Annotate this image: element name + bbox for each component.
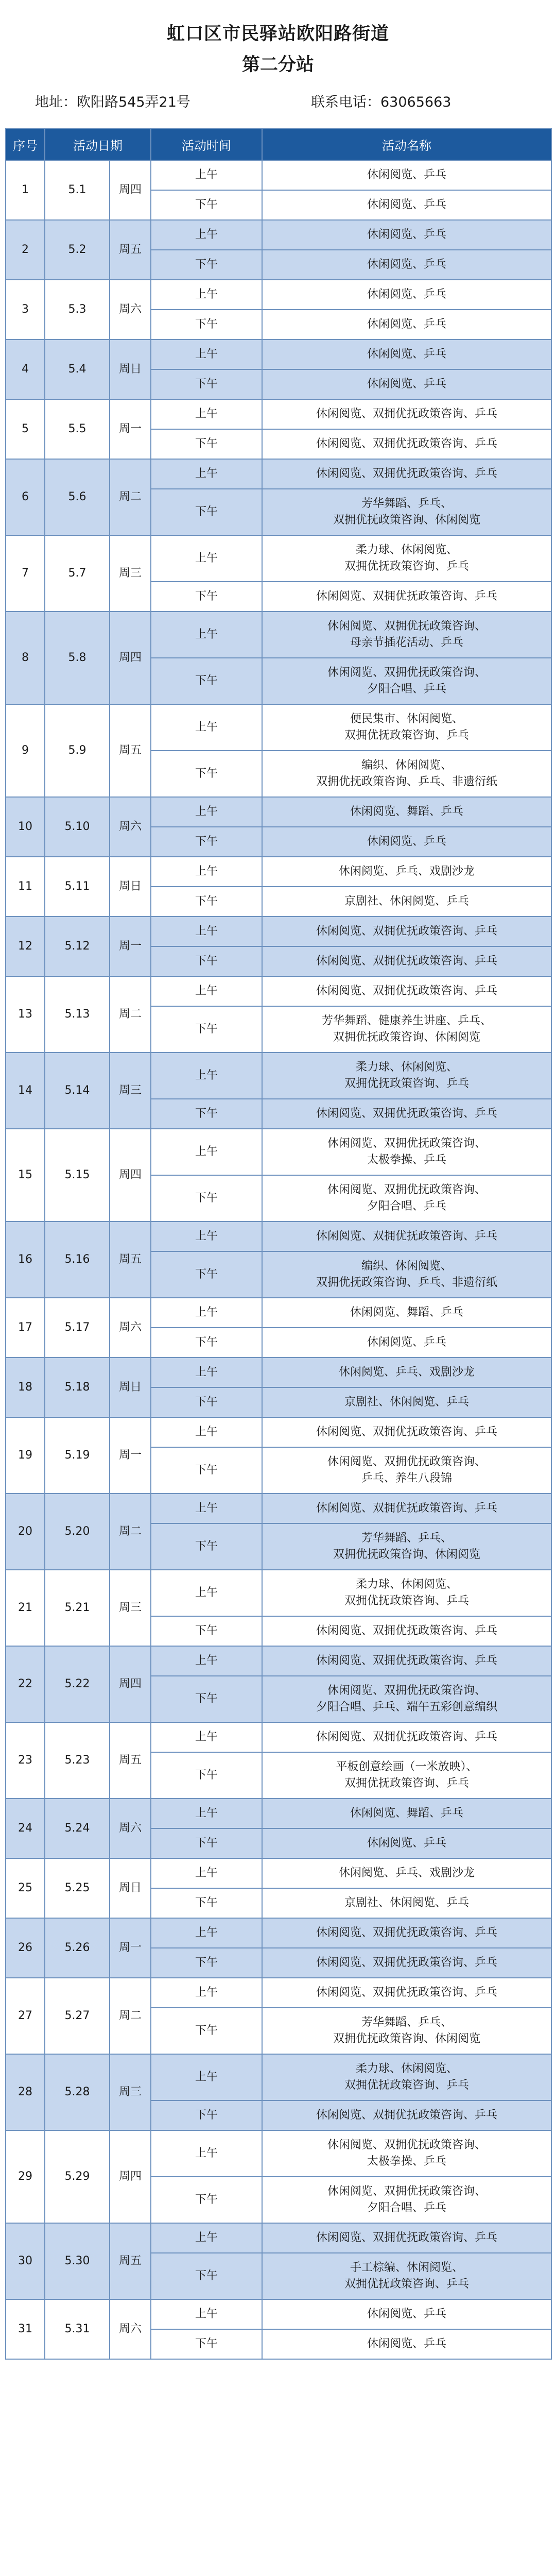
activity-am: 休闲阅览、乒乓	[262, 340, 551, 369]
activity-am: 休闲阅览、乒乓	[262, 160, 551, 190]
table-row	[6, 2130, 551, 2177]
row-number: 1	[6, 160, 45, 220]
activity-am: 休闲阅览、双拥优抚政策咨询、 太极拳操、乒乓	[262, 1129, 551, 1175]
time-slot-am: 上午	[151, 1053, 262, 1099]
activity-pm: 休闲阅览、乒乓	[262, 369, 551, 399]
table-row	[6, 2054, 551, 2100]
row-weekday: 周一	[110, 1918, 151, 1978]
row-number: 2	[6, 220, 45, 280]
time-slot-am: 上午	[151, 1129, 262, 1175]
row-weekday: 周四	[110, 612, 151, 704]
time-slot-am: 上午	[151, 704, 262, 751]
row-date: 5.5	[45, 399, 110, 459]
time-slot-pm: 下午	[151, 887, 262, 917]
time-slot-am: 上午	[151, 1918, 262, 1948]
table-row	[6, 704, 551, 751]
activity-pm: 京剧社、休闲阅览、乒乓	[262, 887, 551, 917]
row-number: 30	[6, 2223, 45, 2299]
time-slot-am: 上午	[151, 2130, 262, 2177]
row-weekday: 周五	[110, 704, 151, 797]
table-row	[6, 1570, 551, 1616]
row-weekday: 周二	[110, 459, 151, 535]
row-weekday: 周三	[110, 2054, 151, 2130]
row-date: 5.24	[45, 1799, 110, 1858]
row-number: 3	[6, 280, 45, 340]
row-weekday: 周五	[110, 2223, 151, 2299]
table-row	[6, 1858, 551, 1888]
time-slot-pm: 下午	[151, 2177, 262, 2223]
activity-am: 休闲阅览、乒乓、戏剧沙龙	[262, 1358, 551, 1387]
activity-pm: 平板创意绘画（一米放映）、 双拥优抚政策咨询、乒乓	[262, 1752, 551, 1799]
row-number: 18	[6, 1358, 45, 1417]
row-date: 5.3	[45, 280, 110, 340]
activity-pm: 休闲阅览、双拥优抚政策咨询、乒乓	[262, 1948, 551, 1978]
row-date: 5.11	[45, 857, 110, 917]
table-row	[6, 976, 551, 1006]
row-date: 5.7	[45, 535, 110, 612]
time-slot-pm: 下午	[151, 1523, 262, 1570]
row-date: 5.26	[45, 1918, 110, 1978]
row-date: 5.29	[45, 2130, 110, 2223]
activity-pm: 休闲阅览、双拥优抚政策咨询、 夕阳合唱、乒乓	[262, 2177, 551, 2223]
row-number: 13	[6, 976, 45, 1053]
row-weekday: 周六	[110, 1799, 151, 1858]
row-weekday: 周三	[110, 535, 151, 612]
activity-pm: 芳华舞蹈、乒乓、 双拥优抚政策咨询、休闲阅览	[262, 489, 551, 535]
time-slot-am: 上午	[151, 2223, 262, 2253]
time-slot-am: 上午	[151, 399, 262, 429]
activity-am: 休闲阅览、双拥优抚政策咨询、乒乓	[262, 1417, 551, 1447]
row-number: 15	[6, 1129, 45, 1222]
table-row	[6, 2223, 551, 2253]
time-slot-am: 上午	[151, 2299, 262, 2329]
row-date: 5.9	[45, 704, 110, 797]
time-slot-am: 上午	[151, 1799, 262, 1828]
time-slot-pm: 下午	[151, 751, 262, 797]
row-date: 5.4	[45, 340, 110, 399]
time-slot-pm: 下午	[151, 946, 262, 976]
row-date: 5.21	[45, 1570, 110, 1646]
activity-pm: 休闲阅览、双拥优抚政策咨询、乒乓	[262, 946, 551, 976]
row-number: 16	[6, 1222, 45, 1298]
table-row	[6, 612, 551, 658]
row-date: 5.20	[45, 1494, 110, 1570]
activity-am: 便民集市、休闲阅览、 双拥优抚政策咨询、乒乓	[262, 704, 551, 751]
page-title: 虹口区市民驿站欧阳路街道	[166, 24, 389, 44]
time-slot-am: 上午	[151, 797, 262, 827]
row-number: 24	[6, 1799, 45, 1858]
activity-pm: 芳华舞蹈、乒乓、 双拥优抚政策咨询、休闲阅览	[262, 1523, 551, 1570]
time-slot-pm: 下午	[151, 190, 262, 220]
time-slot-am: 上午	[151, 340, 262, 369]
col-header-activity: 活动名称	[262, 128, 551, 160]
activity-am: 休闲阅览、双拥优抚政策咨询、乒乓	[262, 1722, 551, 1752]
activity-pm: 编织、休闲阅览、 双拥优抚政策咨询、乒乓、非遗衍纸	[262, 1251, 551, 1298]
row-date: 5.28	[45, 2054, 110, 2130]
activity-pm: 休闲阅览、乒乓	[262, 310, 551, 340]
time-slot-am: 上午	[151, 1222, 262, 1251]
row-date: 5.22	[45, 1646, 110, 1722]
activity-am: 休闲阅览、双拥优抚政策咨询、乒乓	[262, 917, 551, 946]
row-number: 12	[6, 917, 45, 976]
row-date: 5.1	[45, 160, 110, 220]
activity-pm: 休闲阅览、双拥优抚政策咨询、 夕阳合唱、乒乓、端午五彩创意编织	[262, 1676, 551, 1722]
time-slot-am: 上午	[151, 160, 262, 190]
table-row	[6, 1129, 551, 1175]
activity-pm: 休闲阅览、乒乓	[262, 1828, 551, 1858]
activity-pm: 休闲阅览、双拥优抚政策咨询、乒乓	[262, 1099, 551, 1129]
table-row	[6, 917, 551, 946]
row-number: 17	[6, 1298, 45, 1358]
time-slot-pm: 下午	[151, 250, 262, 280]
activity-pm: 休闲阅览、双拥优抚政策咨询、 夕阳合唱、乒乓	[262, 1175, 551, 1222]
activity-am: 休闲阅览、乒乓、戏剧沙龙	[262, 1858, 551, 1888]
time-slot-pm: 下午	[151, 1251, 262, 1298]
activity-pm: 芳华舞蹈、乒乓、 双拥优抚政策咨询、休闲阅览	[262, 2008, 551, 2054]
row-weekday: 周二	[110, 1978, 151, 2054]
row-number: 4	[6, 340, 45, 399]
row-number: 20	[6, 1494, 45, 1570]
row-date: 5.31	[45, 2299, 110, 2359]
row-date: 5.16	[45, 1222, 110, 1298]
activity-am: 柔力球、休闲阅览、 双拥优抚政策咨询、乒乓	[262, 535, 551, 582]
row-weekday: 周四	[110, 1646, 151, 1722]
table-row	[6, 160, 551, 190]
row-weekday: 周六	[110, 280, 151, 340]
row-weekday: 周六	[110, 1298, 151, 1358]
row-weekday: 周四	[110, 160, 151, 220]
table-row	[6, 459, 551, 489]
activity-pm: 休闲阅览、乒乓	[262, 827, 551, 857]
row-weekday: 周六	[110, 2299, 151, 2359]
row-number: 28	[6, 2054, 45, 2130]
time-slot-am: 上午	[151, 1646, 262, 1676]
row-weekday: 周三	[110, 1570, 151, 1646]
activity-pm: 休闲阅览、双拥优抚政策咨询、乒乓	[262, 1616, 551, 1646]
table-row	[6, 1918, 551, 1948]
col-header-time: 活动时间	[151, 128, 262, 160]
time-slot-pm: 下午	[151, 1387, 262, 1417]
time-slot-pm: 下午	[151, 658, 262, 704]
activity-pm: 休闲阅览、乒乓	[262, 1328, 551, 1358]
table-row	[6, 1053, 551, 1099]
time-slot-pm: 下午	[151, 1888, 262, 1918]
activity-pm: 休闲阅览、乒乓	[262, 2329, 551, 2359]
time-slot-pm: 下午	[151, 1828, 262, 1858]
row-number: 10	[6, 797, 45, 857]
row-date: 5.19	[45, 1417, 110, 1494]
row-number: 7	[6, 535, 45, 612]
time-slot-am: 上午	[151, 1570, 262, 1616]
time-slot-am: 上午	[151, 280, 262, 310]
time-slot-pm: 下午	[151, 1006, 262, 1053]
table-row	[6, 2299, 551, 2329]
row-date: 5.30	[45, 2223, 110, 2299]
row-date: 5.18	[45, 1358, 110, 1417]
activity-am: 休闲阅览、双拥优抚政策咨询、乒乓	[262, 1978, 551, 2008]
time-slot-pm: 下午	[151, 1752, 262, 1799]
activity-pm: 京剧社、休闲阅览、乒乓	[262, 1888, 551, 1918]
time-slot-pm: 下午	[151, 582, 262, 612]
time-slot-pm: 下午	[151, 1447, 262, 1494]
row-number: 31	[6, 2299, 45, 2359]
activity-am: 休闲阅览、双拥优抚政策咨询、乒乓	[262, 1222, 551, 1251]
time-slot-pm: 下午	[151, 310, 262, 340]
row-number: 9	[6, 704, 45, 797]
row-weekday: 周日	[110, 1358, 151, 1417]
table-row	[6, 1646, 551, 1676]
table-row	[6, 1978, 551, 2008]
row-weekday: 周一	[110, 399, 151, 459]
activity-am: 休闲阅览、舞蹈、乒乓	[262, 797, 551, 827]
time-slot-am: 上午	[151, 976, 262, 1006]
activity-am: 休闲阅览、双拥优抚政策咨询、 太极拳操、乒乓	[262, 2130, 551, 2177]
row-weekday: 周四	[110, 1129, 151, 1222]
time-slot-pm: 下午	[151, 2008, 262, 2054]
row-date: 5.17	[45, 1298, 110, 1358]
row-date: 5.2	[45, 220, 110, 280]
row-weekday: 周日	[110, 340, 151, 399]
table-row	[6, 535, 551, 582]
activity-am: 休闲阅览、双拥优抚政策咨询、乒乓	[262, 1494, 551, 1523]
activity-am: 休闲阅览、双拥优抚政策咨询、乒乓	[262, 976, 551, 1006]
row-number: 6	[6, 459, 45, 535]
row-date: 5.10	[45, 797, 110, 857]
time-slot-pm: 下午	[151, 2100, 262, 2130]
page-header	[0, 0, 556, 124]
activity-schedule-table	[5, 128, 552, 2360]
row-weekday: 周二	[110, 976, 151, 1053]
activity-am: 休闲阅览、乒乓	[262, 220, 551, 250]
table-row	[6, 1799, 551, 1828]
row-date: 5.14	[45, 1053, 110, 1129]
time-slot-pm: 下午	[151, 1099, 262, 1129]
activity-pm: 休闲阅览、双拥优抚政策咨询、 夕阳合唱、乒乓	[262, 658, 551, 704]
time-slot-am: 上午	[151, 857, 262, 887]
time-slot-am: 上午	[151, 459, 262, 489]
activity-am: 休闲阅览、双拥优抚政策咨询、 母亲节插花活动、乒乓	[262, 612, 551, 658]
time-slot-pm: 下午	[151, 2329, 262, 2359]
time-slot-am: 上午	[151, 1978, 262, 2008]
time-slot-pm: 下午	[151, 369, 262, 399]
time-slot-pm: 下午	[151, 1328, 262, 1358]
row-date: 5.25	[45, 1858, 110, 1918]
table-row	[6, 340, 551, 369]
row-date: 5.23	[45, 1722, 110, 1799]
time-slot-am: 上午	[151, 917, 262, 946]
activity-pm: 芳华舞蹈、健康养生讲座、乒乓、 双拥优抚政策咨询、休闲阅览	[262, 1006, 551, 1053]
row-weekday: 周日	[110, 857, 151, 917]
row-number: 23	[6, 1722, 45, 1799]
time-slot-pm: 下午	[151, 1948, 262, 1978]
time-slot-am: 上午	[151, 2054, 262, 2100]
time-slot-pm: 下午	[151, 2253, 262, 2299]
phone-text: 联系电话：63065663	[311, 94, 451, 110]
time-slot-pm: 下午	[151, 489, 262, 535]
activity-pm: 编织、休闲阅览、 双拥优抚政策咨询、乒乓、非遗衍纸	[262, 751, 551, 797]
activity-am: 柔力球、休闲阅览、 双拥优抚政策咨询、乒乓	[262, 1053, 551, 1099]
row-date: 5.27	[45, 1978, 110, 2054]
col-header-date: 活动日期	[45, 128, 151, 160]
activity-am: 休闲阅览、双拥优抚政策咨询、乒乓	[262, 1646, 551, 1676]
time-slot-am: 上午	[151, 220, 262, 250]
activity-am: 休闲阅览、舞蹈、乒乓	[262, 1799, 551, 1828]
table-row	[6, 399, 551, 429]
activity-am: 柔力球、休闲阅览、 双拥优抚政策咨询、乒乓	[262, 1570, 551, 1616]
row-weekday: 周三	[110, 1053, 151, 1129]
activity-pm: 休闲阅览、乒乓	[262, 250, 551, 280]
activity-am: 休闲阅览、乒乓、戏剧沙龙	[262, 857, 551, 887]
activity-pm: 休闲阅览、双拥优抚政策咨询、乒乓	[262, 2100, 551, 2130]
activity-am: 休闲阅览、双拥优抚政策咨询、乒乓	[262, 459, 551, 489]
time-slot-am: 上午	[151, 1358, 262, 1387]
time-slot-pm: 下午	[151, 1616, 262, 1646]
activity-pm: 京剧社、休闲阅览、乒乓	[262, 1387, 551, 1417]
table-row	[6, 857, 551, 887]
activity-am: 休闲阅览、双拥优抚政策咨询、乒乓	[262, 1918, 551, 1948]
row-weekday: 周一	[110, 917, 151, 976]
table-row	[6, 1494, 551, 1523]
row-number: 27	[6, 1978, 45, 2054]
row-number: 21	[6, 1570, 45, 1646]
time-slot-am: 上午	[151, 1298, 262, 1328]
row-number: 8	[6, 612, 45, 704]
row-weekday: 周日	[110, 1858, 151, 1918]
table-row	[6, 1722, 551, 1752]
row-weekday: 周五	[110, 1722, 151, 1799]
row-weekday: 周六	[110, 797, 151, 857]
row-date: 5.15	[45, 1129, 110, 1222]
activity-am: 休闲阅览、双拥优抚政策咨询、乒乓	[262, 2223, 551, 2253]
page-subtitle: 第二分站	[241, 55, 314, 75]
row-weekday: 周五	[110, 220, 151, 280]
time-slot-am: 上午	[151, 1722, 262, 1752]
time-slot-pm: 下午	[151, 429, 262, 459]
row-weekday: 周一	[110, 1417, 151, 1494]
row-weekday: 周五	[110, 1222, 151, 1298]
time-slot-pm: 下午	[151, 1175, 262, 1222]
table-row	[6, 220, 551, 250]
table-row	[6, 280, 551, 310]
row-number: 29	[6, 2130, 45, 2223]
activity-pm: 休闲阅览、双拥优抚政策咨询、乒乓	[262, 429, 551, 459]
table-row	[6, 1417, 551, 1447]
row-weekday: 周二	[110, 1494, 151, 1570]
row-number: 19	[6, 1417, 45, 1494]
table-row	[6, 1222, 551, 1251]
activity-am: 休闲阅览、乒乓	[262, 280, 551, 310]
time-slot-am: 上午	[151, 1858, 262, 1888]
table-row	[6, 1358, 551, 1387]
row-number: 26	[6, 1918, 45, 1978]
activity-pm: 休闲阅览、双拥优抚政策咨询、乒乓	[262, 582, 551, 612]
row-date: 5.8	[45, 612, 110, 704]
table-header-row	[6, 128, 551, 160]
time-slot-pm: 下午	[151, 827, 262, 857]
activity-am: 柔力球、休闲阅览、 双拥优抚政策咨询、乒乓	[262, 2054, 551, 2100]
row-date: 5.12	[45, 917, 110, 976]
row-date: 5.13	[45, 976, 110, 1053]
table-row	[6, 1298, 551, 1328]
time-slot-am: 上午	[151, 612, 262, 658]
activity-am: 休闲阅览、双拥优抚政策咨询、乒乓	[262, 399, 551, 429]
address-text: 地址：欧阳路545弄21号	[35, 94, 190, 110]
activity-am: 休闲阅览、舞蹈、乒乓	[262, 1298, 551, 1328]
row-number: 11	[6, 857, 45, 917]
time-slot-pm: 下午	[151, 1676, 262, 1722]
table-row	[6, 797, 551, 827]
row-weekday: 周四	[110, 2130, 151, 2223]
row-number: 5	[6, 399, 45, 459]
table-body	[6, 160, 551, 2359]
activity-pm: 休闲阅览、双拥优抚政策咨询、 乒乓、养生八段锦	[262, 1447, 551, 1494]
row-number: 14	[6, 1053, 45, 1129]
row-number: 22	[6, 1646, 45, 1722]
activity-pm: 休闲阅览、乒乓	[262, 190, 551, 220]
time-slot-am: 上午	[151, 1417, 262, 1447]
activity-pm: 手工棕编、休闲阅览、 双拥优抚政策咨询、乒乓	[262, 2253, 551, 2299]
row-number: 25	[6, 1858, 45, 1918]
time-slot-am: 上午	[151, 1494, 262, 1523]
col-header-number: 序号	[6, 128, 45, 160]
time-slot-am: 上午	[151, 535, 262, 582]
activity-am: 休闲阅览、乒乓	[262, 2299, 551, 2329]
row-date: 5.6	[45, 459, 110, 535]
